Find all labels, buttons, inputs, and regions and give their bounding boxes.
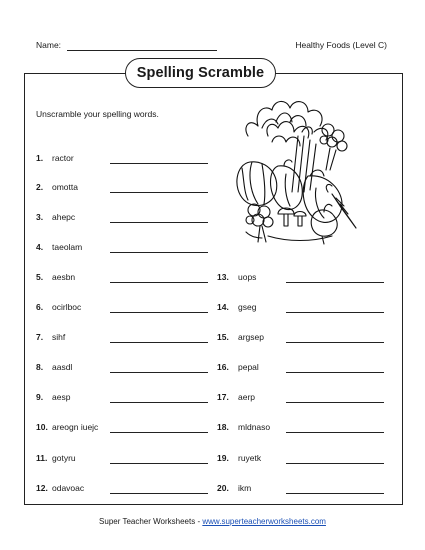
- eggplant-icon: [303, 170, 342, 222]
- answer-line[interactable]: [286, 432, 384, 433]
- item-number: 17.: [217, 392, 229, 402]
- answer-line[interactable]: [110, 342, 208, 343]
- list-item: [217, 392, 387, 406]
- worksheet-title: [125, 58, 276, 88]
- list-item: [36, 272, 216, 286]
- item-number: 6.: [36, 302, 44, 312]
- answer-line[interactable]: [110, 282, 208, 283]
- worksheet-header: [0, 40, 425, 54]
- answer-line[interactable]: [110, 432, 208, 433]
- pepper-icon: [271, 160, 303, 210]
- item-number: 11.: [36, 453, 48, 463]
- item-number: 16.: [217, 362, 229, 372]
- item-number: 10.: [36, 422, 48, 432]
- answer-line[interactable]: [286, 372, 384, 373]
- answer-line[interactable]: [110, 493, 208, 494]
- list-item: [36, 362, 216, 376]
- list-item: [217, 453, 387, 467]
- list-item: [36, 242, 216, 256]
- scrambled-word: aesp: [52, 392, 71, 402]
- answer-line[interactable]: [286, 493, 384, 494]
- celery-icon: [292, 127, 316, 192]
- scrambled-word: ruyetk: [238, 453, 262, 463]
- list-item: [217, 272, 387, 286]
- scrambled-word: argsep: [238, 332, 264, 342]
- answer-line[interactable]: [110, 192, 208, 193]
- scrambled-word: aerp: [238, 392, 256, 402]
- list-item: [36, 332, 216, 346]
- list-item: [217, 483, 387, 497]
- answer-line[interactable]: [110, 402, 208, 403]
- list-item: [36, 453, 216, 467]
- item-number: 20.: [217, 483, 229, 493]
- answer-line[interactable]: [110, 222, 208, 223]
- vegetables-illustration: [228, 96, 360, 246]
- answer-line[interactable]: [110, 252, 208, 253]
- item-number: 14.: [217, 302, 229, 312]
- scrambled-word: odavoac: [52, 483, 85, 493]
- scrambled-word: ikm: [238, 483, 252, 493]
- list-item: [36, 153, 216, 167]
- answer-line[interactable]: [110, 312, 208, 313]
- instructions: Unscramble your spelling words.: [36, 109, 159, 119]
- broccoli-icon: [320, 124, 347, 170]
- list-item: [36, 182, 216, 196]
- scrambled-word: pepal: [238, 362, 259, 372]
- scrambled-word: ahepc: [52, 212, 76, 222]
- list-item: [217, 302, 387, 316]
- scrambled-word: aesbn: [52, 272, 76, 282]
- scrambled-word: ocirlboc: [52, 302, 82, 312]
- item-number: 13.: [217, 272, 229, 282]
- footer-link[interactable]: www.superteacherworksheets.com: [202, 517, 326, 526]
- answer-line[interactable]: [110, 372, 208, 373]
- answer-line[interactable]: [110, 463, 208, 464]
- item-number: 1.: [36, 153, 44, 163]
- scrambled-word: mldnaso: [238, 422, 271, 432]
- scrambled-word: gseg: [238, 302, 257, 312]
- answer-line[interactable]: [286, 342, 384, 343]
- answer-line[interactable]: [286, 312, 384, 313]
- list-item: [217, 332, 387, 346]
- item-number: 12.: [36, 483, 48, 493]
- list-item: [36, 302, 216, 316]
- item-number: 5.: [36, 272, 44, 282]
- scrambled-word: areogn iuejc: [52, 422, 99, 432]
- scrambled-word: taeolam: [52, 242, 83, 252]
- list-item: [36, 483, 216, 497]
- scrambled-word: aasdl: [52, 362, 73, 372]
- list-item: [217, 362, 387, 376]
- item-number: 7.: [36, 332, 44, 342]
- name-field-line[interactable]: [67, 50, 217, 51]
- item-number: 18.: [217, 422, 229, 432]
- item-number: 4.: [36, 242, 44, 252]
- item-number: 19.: [217, 453, 229, 463]
- item-number: 9.: [36, 392, 44, 402]
- item-number: 15.: [217, 332, 229, 342]
- item-number: 2.: [36, 182, 44, 192]
- lettuce-leaves-icon: [246, 101, 328, 146]
- scrambled-word: gotyru: [52, 453, 76, 463]
- scrambled-word: sihf: [52, 332, 66, 342]
- item-number: 8.: [36, 362, 44, 372]
- scrambled-word: ractor: [52, 153, 74, 163]
- mushroom-icon: [278, 208, 306, 226]
- footer-prefix: Super Teacher Worksheets -: [99, 517, 203, 526]
- answer-line[interactable]: [286, 402, 384, 403]
- list-item: [36, 212, 216, 226]
- list-item: [217, 422, 387, 436]
- scrambled-word: uops: [238, 272, 257, 282]
- list-item: [36, 392, 216, 406]
- answer-line[interactable]: [286, 282, 384, 283]
- name-label: Name:: [36, 40, 62, 50]
- list-item: [36, 422, 216, 436]
- worksheet-level: Healthy Foods (Level C): [295, 40, 387, 50]
- title-text: Spelling Scramble: [136, 65, 265, 81]
- scrambled-word: omotta: [52, 182, 78, 192]
- answer-line[interactable]: [286, 463, 384, 464]
- item-number: 3.: [36, 212, 44, 222]
- answer-line[interactable]: [110, 163, 208, 164]
- footer: [0, 517, 425, 526]
